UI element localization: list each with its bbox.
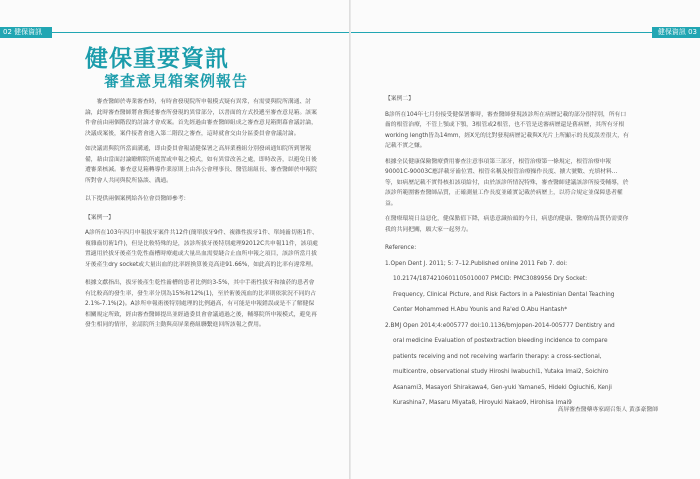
case1-paragraph-2: 根據文獻指出，拔牙後產生乾性齒槽的患者比例約3-5%，其中手術性拔牙和抽菸的患者會有比較高的發生率，發生率分別為15%和12%(1)，至於術後流血的比率則依狀況不同約占2.1%-7.1%(2)。A診所申報術後特別處理的比例過高，有可能是申報錯誤或是不了解健保相關規定所致，經由審查醫師提出並經過委員會會議通過之後，輔導院所申報模式，避免再發生相同的情形，並請院所主動與高屏業務組聯繫進回所該報之費用。 — [85, 280, 317, 328]
page-title: 健保重要資訊 — [85, 45, 229, 72]
right-column — [385, 94, 629, 414]
reference-line: Frequency, Clinical Picture, and Risk Factors in a Palestinian Dental Teaching — [393, 291, 615, 298]
lead-text: 以下提供兩個案例給各位會員醫師參考： — [85, 196, 190, 202]
reference-label: Reference: — [385, 245, 417, 251]
reference-line: Asanami3, Masayori Shirakawa4, Gen-yuki Yamane5, Hideki Ogiuchi6, Kenji — [393, 384, 612, 391]
closing-paragraph: 在醫療環境日益惡化，健保點值下降，病患意識抬頭的今日，病患的健康、醫療的品質仍需要你我的共同把關，願大家一起努力。 — [385, 216, 629, 233]
reference-line: multicentre, observational study Hiroshi Iwabuchi1, Yutaka Imai2, Soichiro — [393, 369, 609, 375]
case1-paragraph-1: A診所在103年四月申報拔牙案件共12件(簡單拔牙9件、複雜性拔牙1件、單純齒切術1件、複雜齒切術1件)，但是比較特殊的是，該診所拔牙後特別處理92012C共申報11件，該項處置適用於拔牙後產生乾性齒槽時療處或大量出血需要縫合止血所申報之項目，該診所當月拔牙後產生dry socket或大量出血的比率經換算後竟高達91.66%，如此高的比率有違常理。 — [85, 230, 318, 268]
reference-line: 1.Open Dent J. 2011; 5: 7–12.Published online 2011 Feb 7. doi: — [385, 260, 568, 267]
reference-line: 2.BMJ Open 2014;4:e005777 doi:10.1136/bmjopen-2014-005777 Dentistry and — [385, 322, 615, 329]
reference-line: patients receiving and not receiving warfarin therapy: a cross-sectional, — [393, 353, 602, 360]
case2-paragraph-2: 根據全民健康保險醫療費用審查注意事項第三部牙，根管治療第一條規定，根管治療申報90001C-90003C應詳載牙齒位置、根管名稱及根管治療操作長度、擴大號數、充填材料…等，如病歷記載不實得核扣該項給付，由於該診所情況特殊，審查醫師建議該診所接受輔導，於該診所範圍審查醫師品質，正確測量工作長度並確實記載於病歷上，以符合規定並保障患者權益。 — [385, 158, 629, 207]
intro-paragraph-2: 如決議需與院所當面溝通，即由委員會報請健保署之高屏業務組分別發函通知院所到署報備，藉由當面討論瞭解院所處置或申報之模式，如有異常改善之處，即時改善，以避免日後遭審業核減。審查意見箱轉導作業原則上由各公會理事長、醫管組組長、審查醫師於申報院所對會人共同與院所協談、溝通。 — [85, 146, 317, 184]
reference-line: Kurashina7, Masaru Miyata8, Hiroyuki Nakao9, Hirohisa Imai9 — [393, 400, 572, 406]
case1-heading: 【案例一】 — [85, 214, 114, 221]
case2-heading: 【案例二】 — [385, 96, 414, 102]
reference-line: oral medicine Evaluation of postextraction bleeding incidence to compare — [393, 338, 608, 344]
reference-line: Center Mohammed H.Abu Younis and Ra'ed O.Abu Hantash* — [393, 307, 568, 313]
case2-paragraph-1: B診所在104年七月份接受健保署審時，審查醫師發現該診所在病歷記載的部分很特別，所有口齒的根管治療，不管上顎或下顎，3根管或2根管，也不管是送審病歷還是舊病歷，其所有牙根working length皆為14mm，經X光的比對發現病歷記載與X光片上所顯示的長度誤差很大，有記載不實之嫌。 — [385, 111, 629, 149]
intro-paragraph-1: 審查醫師於專業審查時，有時會發現院所申報模式疑有異常，有需要與院所溝通、討論，此時審查醫師將會撰述審查所發現的異常部分，以書面的方式投遞至審查意見箱。該案件會前由兩個階段的討論才會成案。首先經過由審查醫師組成之審查意見箱開幕會議討論，決議成案後，案件接著會進入第二階段之審查，這時就會交由分區委員會會議討論。 — [85, 99, 317, 137]
left-header-rule — [52, 32, 349, 33]
left-column — [85, 97, 319, 336]
left-section-tab: 02 健保資訊 — [0, 27, 52, 38]
author-signature: 高屏審查醫藥專家副召集人 黃彥豪醫師 — [557, 407, 658, 413]
reference-line: 10.2174/1874210601105010007 PMCID: PMC3089956 Dry Socket: — [393, 276, 588, 282]
page-subtitle: 審查意見箱案例報告 — [104, 72, 249, 90]
right-header-rule — [351, 32, 652, 33]
right-section-tab: 健保資訊 03 — [652, 27, 700, 38]
